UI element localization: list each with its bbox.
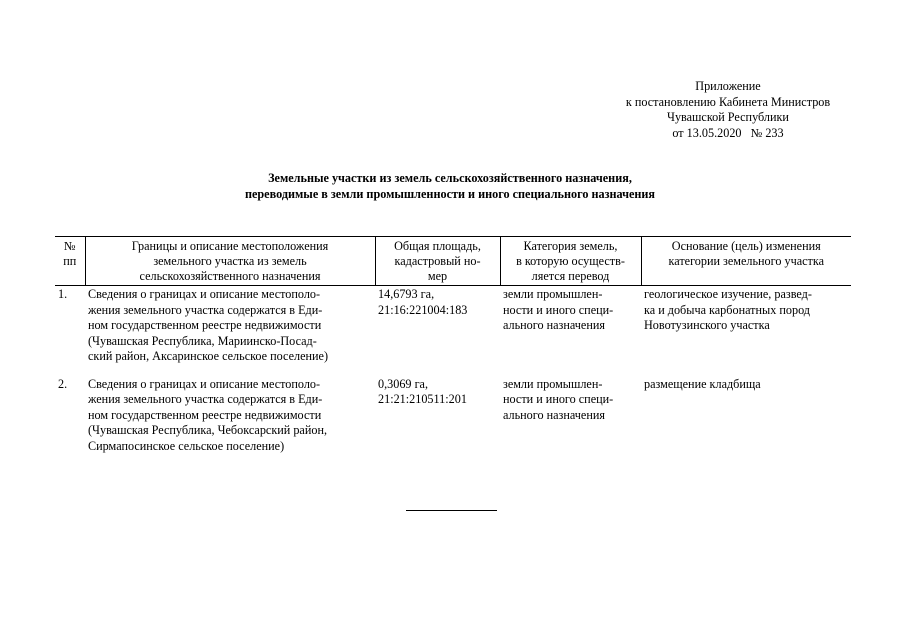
header-number xyxy=(55,237,85,286)
row-description xyxy=(85,286,375,365)
row-category xyxy=(500,365,641,455)
row-reason xyxy=(641,286,851,365)
row-category xyxy=(500,286,641,365)
category-line: земли промышлен- xyxy=(503,287,603,301)
header-line: пп xyxy=(63,254,77,268)
description-line: ский район, Аксаринское сельское поселение) xyxy=(88,349,329,363)
row-number: 2. xyxy=(58,376,68,391)
land-plots-table xyxy=(55,236,851,454)
header-line: Категория земель, xyxy=(523,239,618,253)
reason-line: Новотузинского участка xyxy=(644,318,770,332)
header-line: Общая площадь, xyxy=(394,239,481,253)
category-line: ального назначения xyxy=(503,318,605,332)
table-header-row xyxy=(55,237,851,286)
cadastral-number: 21:16:221004:183 xyxy=(378,302,468,317)
row-number: 1. xyxy=(58,287,68,301)
header-category xyxy=(500,237,641,286)
description-line: (Чувашская Республика, Мариинско-Посад- xyxy=(88,333,317,348)
header-line: ляется перевод xyxy=(531,269,610,283)
header-area xyxy=(375,237,500,286)
header-line: Основание (цель) изменения xyxy=(671,239,821,253)
table-row xyxy=(55,286,851,365)
appendix-date-number: от 13.05.2020 № 233 xyxy=(672,125,784,140)
appendix-label: Приложение xyxy=(695,79,761,93)
document-title xyxy=(150,171,750,202)
area-line: 14,6793 га, xyxy=(378,287,435,301)
closing-divider xyxy=(406,510,497,511)
description-line: ном государственном реестре недвижимости xyxy=(88,407,322,422)
cadastral-number: 21:21:210511:201 xyxy=(378,392,467,406)
title-line: переводимые в земли промышленности и иного специального назначения xyxy=(244,186,656,201)
description-line: Сирмапосинское сельское поселение) xyxy=(88,438,285,453)
header-line: сельскохозяйственного назначения xyxy=(139,269,321,283)
row-description xyxy=(85,365,375,455)
row-area xyxy=(375,286,500,365)
row-area xyxy=(375,365,500,455)
header-line: категории земельного участка xyxy=(668,254,824,268)
description-line: (Чувашская Республика, Чебоксарский район, xyxy=(88,423,328,437)
appendix-resolution: к постановлению Кабинета Министров xyxy=(625,94,831,109)
appendix-block xyxy=(598,79,858,141)
header-line: земельного участка из земель xyxy=(153,254,307,268)
header-line: Границы и описание местоположения xyxy=(131,239,329,253)
description-line: ном государственном реестре недвижимости xyxy=(88,318,322,332)
table-row xyxy=(55,365,851,455)
description-line: жения земельного участка содержатся в Еди- xyxy=(88,302,323,317)
header-description xyxy=(85,237,375,286)
title-line: Земельные участки из земель сельскохозяйственного назначения, xyxy=(268,171,632,185)
appendix-republic: Чувашской Республики xyxy=(667,110,789,124)
description-line: Сведения о границах и описание местополо- xyxy=(88,376,321,391)
description-line: жения земельного участка содержатся в Еди- xyxy=(88,392,323,406)
category-line: ального назначения xyxy=(503,407,605,422)
header-reason xyxy=(641,237,851,286)
reason-line: геологическое изучение, развед- xyxy=(644,287,812,301)
description-line: Сведения о границах и описание местополо- xyxy=(88,287,321,301)
reason-line: ка и добыча карбонатных пород xyxy=(644,302,811,317)
reason-line: размещение кладбища xyxy=(644,376,761,391)
header-line: в которую осуществ- xyxy=(516,254,625,268)
area-line: 0,3069 га, xyxy=(378,376,429,391)
category-line: ности и иного специ- xyxy=(503,302,614,317)
header-line: № xyxy=(63,239,76,253)
category-line: ности и иного специ- xyxy=(503,392,614,406)
header-line: кадастровый но- xyxy=(394,254,481,268)
header-line: мер xyxy=(427,269,448,283)
row-reason xyxy=(641,365,851,455)
category-line: земли промышлен- xyxy=(503,376,603,391)
